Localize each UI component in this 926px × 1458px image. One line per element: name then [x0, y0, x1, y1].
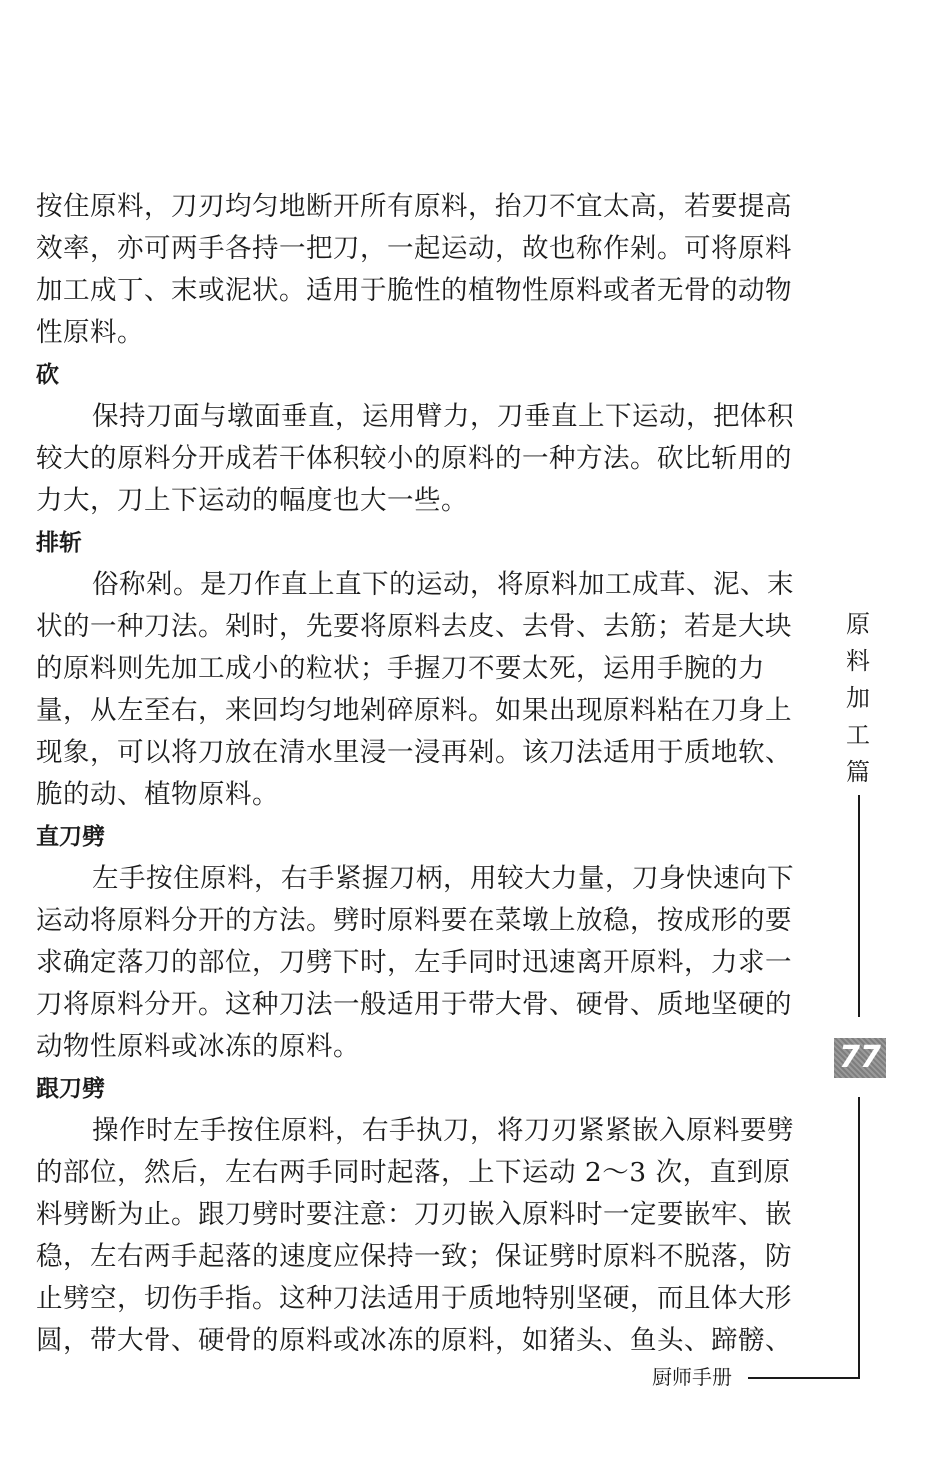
side-rule-bottom	[858, 1097, 860, 1377]
text-line: 左手按住原料，右手紧握刀柄，用较大力量，刀身快速向下	[92, 863, 794, 894]
page-number: 77	[834, 1038, 886, 1078]
text-line: 料劈断为止。跟刀劈时要注意：刀刃嵌入原料时一定要嵌牢、嵌	[36, 1199, 792, 1230]
text-line: 求确定落刀的部位，刀劈下时，左手同时迅速离开原料，力求一	[36, 947, 792, 978]
section-heading: 直刀劈	[36, 824, 105, 850]
side-label-char: 篇	[846, 758, 870, 786]
side-label-char: 加	[846, 684, 870, 712]
text-line: 效率，亦可两手各持一把刀，一起运动，故也称作剁。可将原料	[36, 233, 792, 264]
text-line: 保持刀面与墩面垂直，运用臂力，刀垂直上下运动，把体积	[92, 401, 794, 432]
text-line: 现象，可以将刀放在清水里浸一浸再剁。该刀法适用于质地软、	[36, 737, 792, 768]
side-label-char: 料	[846, 647, 870, 675]
text-line: 脆的动、植物原料。	[36, 779, 279, 810]
text-line: 稳，左右两手起落的速度应保持一致；保证劈时原料不脱落，防	[36, 1241, 792, 1272]
section-heading: 排斩	[36, 530, 82, 556]
text-line: 动物性原料或冰冻的原料。	[36, 1031, 360, 1062]
text-line: 量，从左至右，来回均匀地剁碎原料。如果出现原料粘在刀身上	[36, 695, 792, 726]
text-line: 的原料则先加工成小的粒状；手握刀不要太死，运用手腕的力	[36, 653, 765, 684]
text-line: 力大，刀上下运动的幅度也大一些。	[36, 485, 468, 516]
main-text	[36, 186, 816, 1362]
text-line: 止劈空，切伤手指。这种刀法适用于质地特别坚硬，而且体大形	[36, 1283, 792, 1314]
section-heading: 砍	[36, 362, 59, 388]
side-label-char: 工	[846, 721, 870, 749]
text-line: 操作时左手按住原料，右手执刀，将刀刃紧紧嵌入原料要劈	[92, 1115, 794, 1146]
text-line: 的部位，然后，左右两手同时起落，上下运动 2～3 次，直到原	[36, 1157, 791, 1188]
text-line: 运动将原料分开的方法。劈时原料要在菜墩上放稳，按成形的要	[36, 905, 792, 936]
text-line: 加工成丁、末或泥状。适用于脆性的植物性原料或者无骨的动物	[36, 275, 792, 306]
section-heading: 跟刀劈	[36, 1076, 105, 1102]
footer-rule	[748, 1377, 860, 1379]
side-rule-top	[858, 795, 860, 1017]
text-line: 刀将原料分开。这种刀法一般适用于带大骨、硬骨、质地坚硬的	[36, 989, 792, 1020]
side-label-char: 原	[846, 610, 870, 638]
footer-book-title: 厨师手册	[652, 1365, 732, 1389]
text-line: 圆，带大骨、硬骨的原料或冰冻的原料，如猪头、鱼头、蹄髈、	[36, 1325, 792, 1356]
text-line: 状的一种刀法。剁时，先要将原料去皮、去骨、去筋；若是大块	[36, 611, 792, 642]
text-line: 按住原料，刀刃均匀地断开所有原料，抬刀不宜太高，若要提高	[36, 191, 792, 222]
text-line: 俗称剁。是刀作直上直下的运动，将原料加工成茸、泥、末	[92, 569, 794, 600]
text-line: 性原料。	[36, 317, 144, 348]
chapter-side-label	[842, 606, 874, 791]
text-line: 较大的原料分开成若干体积较小的原料的一种方法。砍比斩用的	[36, 443, 792, 474]
